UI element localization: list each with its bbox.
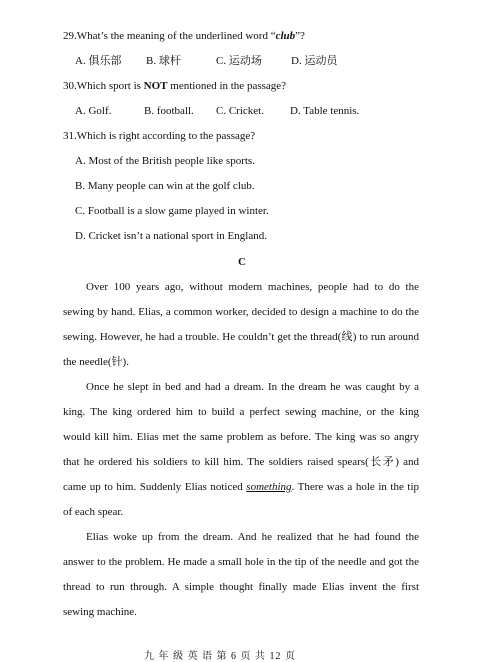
underlined-word: club [275,30,296,42]
question-30-options [0,104,496,118]
q29-stem-suffix: ”? [295,30,305,42]
section-heading: C [238,256,246,268]
q29-stem-prefix: 29.What’s the meaning of the underlined word “ [63,30,276,42]
question-31-stem: 31.Which is right according to the passage? [63,130,256,142]
question-29-options [0,54,496,68]
q30-emphasis: NOT [143,80,168,92]
page-footer: 九 年 级 英 语 第 6 页 共 12 页 [144,651,296,662]
p3-line-4: sewing machine. [63,606,137,618]
q29-option-b[interactable]: B. 球杆 [146,55,181,67]
q29-option-d[interactable]: D. 运动员 [291,55,338,67]
p3-line-2: answer to the problem. He made a small hole in the tip of the needle and got the [63,556,419,568]
p2-line-1: Once he slept in bed and had a dream. In the dream he was caught by a [86,381,419,393]
p3-line-3: thread to run through. A simple thought finally made Elias invent the first [63,581,419,593]
p2-line-4: that he ordered his soldiers to kill him. The soldiers raised spears(长矛) and [63,456,419,468]
p2-line-5 [63,480,419,494]
q30-option-a[interactable]: A. Golf. [75,105,112,117]
q30-stem-suffix: mentioned in the passage? [167,80,287,92]
p2-line-6: of each spear. [63,506,124,518]
q31-option-d[interactable]: D. Cricket isn’t a national sport in England. [75,230,267,242]
p1-line-2: sewing by hand. Elias, a common worker, decided to design a machine to do the [63,306,419,318]
p1-line-4: the needle(针). [63,356,129,368]
q30-option-d[interactable]: D. Table tennis. [290,105,360,117]
underlined-something: something [246,481,292,493]
p1-line-3: sewing. However, he had a trouble. He couldn’t get the thread(线) to run around [63,331,419,343]
q30-option-c[interactable]: C. Cricket. [216,105,264,117]
question-30-stem [63,79,286,93]
p2-line-5-start: came up to him. Suddenly Elias noticed [63,481,247,493]
q29-option-c[interactable]: C. 运动场 [216,55,262,67]
q31-option-a[interactable]: A. Most of the British people like sports. [75,155,255,167]
p1-line-1: Over 100 years ago, without modern machines, people had to do the [86,281,419,293]
q31-option-b[interactable]: B. Many people can win at the golf club. [75,180,255,192]
p2-line-3: would kill him. Elias met the same problem as before. The king was so angry [63,431,419,443]
p3-line-1: Elias woke up from the dream. And he realized that he had found the [86,531,419,543]
q29-option-a[interactable]: A. 俱乐部 [75,55,122,67]
p2-line-2: king. The king ordered him to build a perfect sewing machine, or the king [63,406,419,418]
q30-option-b[interactable]: B. football. [144,105,194,117]
question-29-stem [63,29,305,43]
q31-option-c[interactable]: C. Football is a slow game played in winter. [75,205,269,217]
q30-stem-prefix: 30.Which sport is [63,80,144,92]
p2-line-5-end: . There was a hole in the tip [291,481,419,493]
